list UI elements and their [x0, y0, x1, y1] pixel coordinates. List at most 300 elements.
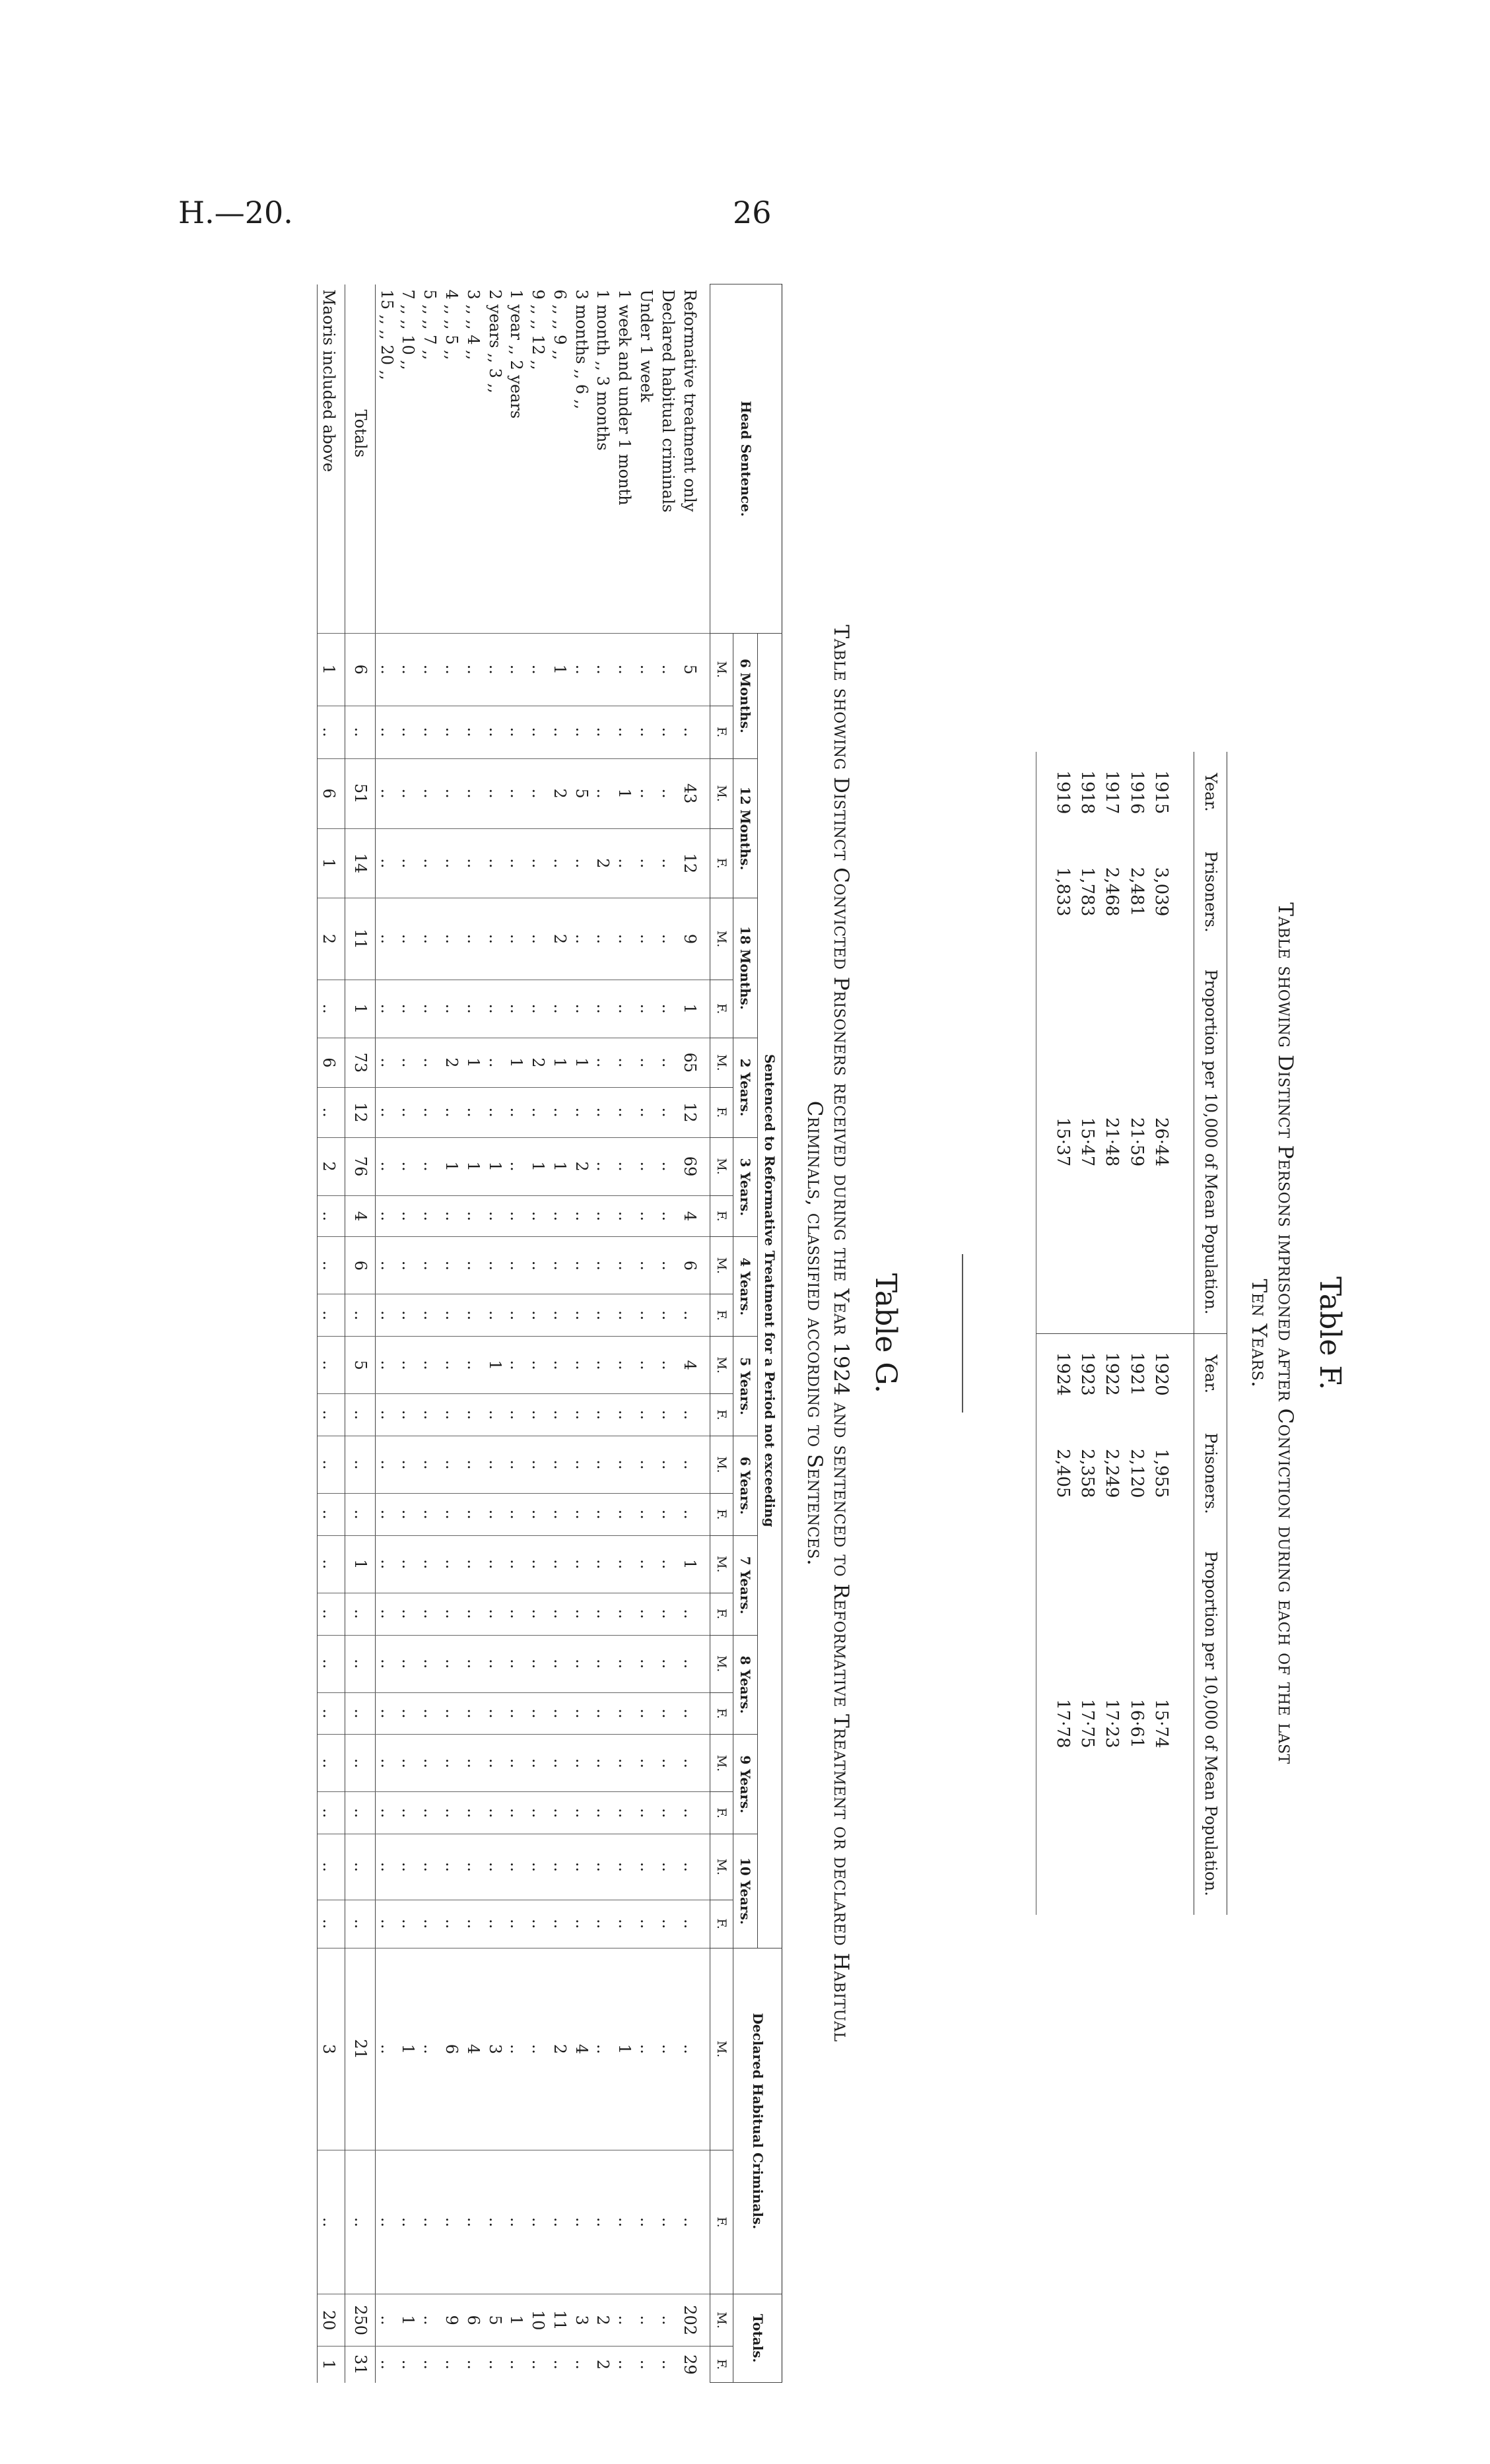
table-g-cell: .. — [375, 1394, 397, 1436]
table-g-cell: .. — [549, 1195, 570, 1237]
table-g-cell: 2 — [549, 1948, 570, 2150]
table-g-cell: .. — [397, 634, 419, 706]
table-f-header: Prisoners. — [1194, 832, 1227, 950]
table-g-cell: .. — [440, 1692, 462, 1735]
table-f-cell: 3,039 — [1151, 867, 1171, 917]
table-f-row — [1124, 752, 1148, 1914]
table-g-cell: .. — [614, 1237, 636, 1294]
female-header: F. — [710, 1900, 733, 1948]
row-label: 6 ,, ,, 9 ,, — [550, 289, 569, 360]
table-g-cell: .. — [614, 1038, 636, 1087]
table-g-cell: .. — [592, 898, 614, 980]
table-g-cell: .. — [440, 1294, 462, 1337]
table-g-cell: .. — [484, 1038, 506, 1087]
table-g-cell: .. — [318, 1195, 345, 1237]
table-g-cell: .. — [397, 1038, 419, 1087]
table-g-cell: .. — [462, 1493, 484, 1535]
table-g-cell: .. — [419, 706, 440, 758]
table-g-cell: .. — [375, 1137, 397, 1195]
table-g-cell: .. — [549, 1493, 570, 1535]
table-g-cell: .. — [635, 1195, 657, 1237]
table-f — [1036, 752, 1227, 1914]
table-g-cell: .. — [375, 1735, 397, 1792]
table-g-cell: .. — [318, 1635, 345, 1692]
table-g-cell: .. — [484, 2347, 506, 2383]
table-g-cell: 2 — [592, 2294, 614, 2347]
table-g-cell: .. — [375, 1088, 397, 1137]
table-g-cell: .. — [419, 1137, 440, 1195]
female-header: F. — [710, 1493, 733, 1535]
row-label: Totals — [345, 284, 375, 634]
table-g-cell: .. — [657, 1436, 679, 1493]
table-g-cell: 31 — [345, 2347, 375, 2383]
table-g-row — [440, 284, 462, 2383]
table-g-cell: .. — [375, 1337, 397, 1394]
table-g-cell: .. — [635, 980, 657, 1038]
table-f-cell: 16·61 — [1126, 1699, 1147, 1748]
table-g-cell: .. — [375, 634, 397, 706]
table-g-cell: 9 — [440, 2294, 462, 2347]
table-g-cell: .. — [375, 1237, 397, 1294]
table-g-cell: .. — [635, 1535, 657, 1593]
table-g-cell: .. — [592, 1088, 614, 1137]
table-g-cell: 2 — [570, 1137, 592, 1195]
table-g-cell: .. — [397, 1088, 419, 1137]
table-g-cell: .. — [614, 1195, 636, 1237]
table-f-title: Table F. — [1313, 1276, 1347, 1391]
table-g-cell: .. — [419, 1195, 440, 1237]
table-g-body — [318, 284, 710, 2383]
table-g-cell: .. — [549, 1593, 570, 1635]
table-g-cell: .. — [419, 1900, 440, 1948]
table-g-cell: .. — [570, 898, 592, 980]
table-g-cell: .. — [614, 1735, 636, 1792]
table-g-cell: .. — [614, 1493, 636, 1535]
table-g-cell: .. — [419, 758, 440, 828]
table-g-cell: .. — [419, 1337, 440, 1394]
table-g-cell: .. — [592, 2150, 614, 2294]
male-header: M. — [710, 758, 733, 828]
table-g-cell: .. — [679, 1834, 710, 1900]
table-g-cell: .. — [484, 1834, 506, 1900]
table-g-cell: .. — [419, 1692, 440, 1735]
table-g-cell: 1 — [570, 1038, 592, 1087]
table-g-cell: .. — [345, 1834, 375, 1900]
table-g-row — [570, 284, 592, 2383]
table-g-cell: .. — [375, 1294, 397, 1337]
table-g-cell: .. — [318, 1593, 345, 1635]
table-g-cell: .. — [484, 758, 506, 828]
table-g-cell: .. — [375, 828, 397, 898]
male-header: M. — [710, 898, 733, 980]
table-g-cell: .. — [635, 1692, 657, 1735]
table-g-cell: .. — [657, 706, 679, 758]
table-g-cell: .. — [614, 980, 636, 1038]
table-g-cell: .. — [397, 758, 419, 828]
table-g-cell: .. — [484, 1493, 506, 1535]
male-header: M. — [710, 1237, 733, 1294]
table-f-cell: 21·59 — [1126, 1117, 1147, 1167]
table-g-cell: .. — [506, 1735, 527, 1792]
table-g-cell: .. — [592, 1692, 614, 1735]
table-g-cell: .. — [614, 898, 636, 980]
table-g-cell: 4 — [345, 1195, 375, 1237]
table-f-cell: 17·75 — [1077, 1699, 1098, 1748]
table-g-cell: 1 — [527, 1137, 549, 1195]
row-label: 4 ,, ,, 5 ,, — [442, 289, 461, 360]
table-g-cell: .. — [570, 634, 592, 706]
table-g-cell: 2 — [592, 828, 614, 898]
table-g-cell: .. — [462, 1834, 484, 1900]
table-g-cell: 1 — [318, 2347, 345, 2383]
table-g-cell: .. — [657, 898, 679, 980]
female-header: F. — [710, 2150, 733, 2294]
table-g-cell: 1 — [614, 1948, 636, 2150]
row-label: 3 months ,, 6 ,, — [572, 289, 591, 410]
table-g-cell: .. — [527, 1792, 549, 1834]
period-header: 4 Years. — [733, 1237, 758, 1337]
table-g-cell: .. — [506, 1900, 527, 1948]
table-g-cell: .. — [592, 1237, 614, 1294]
table-g-cell: .. — [397, 828, 419, 898]
table-g-cell: .. — [345, 1493, 375, 1535]
table-g-row — [614, 284, 636, 2383]
row-label: Declared habitual criminals — [658, 289, 677, 513]
table-g-cell: 3 — [318, 1948, 345, 2150]
table-g-cell: 2 — [318, 1137, 345, 1195]
table-g-cell: .. — [506, 1535, 527, 1593]
table-g-cell: .. — [484, 1635, 506, 1692]
table-g-cell: .. — [635, 1735, 657, 1792]
table-g-cell: .. — [527, 1948, 549, 2150]
table-g-cell: .. — [657, 980, 679, 1038]
table-g-cell: .. — [592, 1394, 614, 1436]
table-g-cell: .. — [657, 2347, 679, 2383]
period-header: 9 Years. — [733, 1735, 758, 1834]
table-g-cell: .. — [345, 706, 375, 758]
table-g-cell: .. — [484, 1535, 506, 1593]
table-g-cell: .. — [484, 706, 506, 758]
table-g-cell: .. — [440, 1792, 462, 1834]
table-g-cell: .. — [527, 758, 549, 828]
table-g-cell: 2 — [440, 1038, 462, 1087]
period-header: 8 Years. — [733, 1635, 758, 1735]
table-f-header: Prisoners. — [1194, 1415, 1227, 1533]
table-g-cell: .. — [419, 634, 440, 706]
table-g-cell: .. — [570, 1593, 592, 1635]
table-g-cell: .. — [549, 980, 570, 1038]
table-g-cell: 14 — [345, 828, 375, 898]
table-g-cell: .. — [570, 1337, 592, 1394]
table-g-cell: .. — [570, 1237, 592, 1294]
table-g-cell: 4 — [679, 1337, 710, 1394]
table-g-cell: 1 — [397, 2294, 419, 2347]
male-header: M. — [710, 1948, 733, 2150]
table-f-cell: 1915 — [1151, 770, 1171, 815]
table-g-cell: .. — [635, 1294, 657, 1337]
table-g-cell: .. — [549, 1635, 570, 1692]
table-g-cell: 29 — [679, 2347, 710, 2383]
female-header: F. — [710, 980, 733, 1038]
table-g-cell: .. — [635, 1436, 657, 1493]
row-label: Reformative treatment only — [680, 289, 699, 512]
table-f-header: Proportion per 10,000 of Mean Population. — [1194, 1533, 1227, 1915]
table-g-cell: .. — [484, 2150, 506, 2294]
table-g-cell: .. — [484, 980, 506, 1038]
totals-header: Totals. — [733, 2294, 782, 2383]
table-g-cell: .. — [345, 1436, 375, 1493]
section-divider — [962, 1254, 963, 1413]
table-g-cell: 65 — [679, 1038, 710, 1087]
table-g-cell: .. — [506, 1394, 527, 1436]
table-g-cell: .. — [570, 1493, 592, 1535]
table-g-cell: .. — [592, 634, 614, 706]
table-g-cell: .. — [484, 1436, 506, 1493]
table-g-cell: .. — [527, 1088, 549, 1137]
table-g-cell: .. — [592, 1195, 614, 1237]
table-g-cell: .. — [318, 1493, 345, 1535]
table-g-cell: 1 — [318, 634, 345, 706]
table-g-cell: .. — [318, 1735, 345, 1792]
table-g-cell: .. — [549, 1237, 570, 1294]
table-g-cell: .. — [527, 1535, 549, 1593]
table-f-caption — [1246, 277, 1299, 2389]
table-g-cell: .. — [318, 1337, 345, 1394]
table-g-cell: .. — [657, 1535, 679, 1593]
table-g-cell: .. — [419, 898, 440, 980]
table-f-cell: 2,120 — [1126, 1449, 1147, 1498]
table-g-cell: 12 — [345, 1088, 375, 1137]
table-g-cell: .. — [635, 898, 657, 980]
table-g-cell: .. — [484, 1593, 506, 1635]
table-g-cell: 43 — [679, 758, 710, 828]
table-g-cell: .. — [614, 1834, 636, 1900]
table-g-cell: .. — [506, 1195, 527, 1237]
table-f-cell: 1920 — [1149, 1333, 1194, 1415]
table-g-cell: .. — [657, 2150, 679, 2294]
table-g-cell: .. — [462, 1792, 484, 1834]
table-g-cell: .. — [657, 1088, 679, 1137]
table-g-cell: .. — [592, 1535, 614, 1593]
table-g-cell: 6 — [345, 634, 375, 706]
table-g-cell: .. — [635, 1593, 657, 1635]
female-header: F. — [710, 1294, 733, 1337]
table-g-cell: .. — [462, 1088, 484, 1137]
table-f-cell: 1921 — [1124, 1333, 1148, 1415]
table-g-cell: .. — [506, 1792, 527, 1834]
table-g-cell: .. — [318, 980, 345, 1038]
table-g-cell: 1 — [549, 634, 570, 706]
table-g-cell: .. — [462, 634, 484, 706]
table-g-cell: .. — [527, 2347, 549, 2383]
table-g-row — [397, 284, 419, 2383]
table-g-cell: 1 — [679, 980, 710, 1038]
table-g-cell: 1 — [462, 1137, 484, 1195]
table-g-cell: 1 — [318, 828, 345, 898]
table-g-cell: .. — [592, 1834, 614, 1900]
table-g-cell: .. — [506, 634, 527, 706]
table-g-cell: .. — [375, 1900, 397, 1948]
table-g-cell: .. — [614, 1436, 636, 1493]
male-header: M. — [710, 2294, 733, 2347]
table-f-header: Year. — [1194, 1333, 1227, 1415]
table-g-cell: .. — [419, 1792, 440, 1834]
table-g-cell: .. — [318, 1237, 345, 1294]
table-g-cell: 12 — [679, 828, 710, 898]
table-g-cell: .. — [419, 1948, 440, 2150]
table-g-cell: .. — [440, 898, 462, 980]
table-g-cell: .. — [440, 634, 462, 706]
table-g-cell: .. — [397, 1294, 419, 1337]
table-g-cell: .. — [462, 2150, 484, 2294]
table-g-cell: .. — [570, 706, 592, 758]
table-g-cell: .. — [484, 1088, 506, 1137]
table-g-cell: .. — [318, 2150, 345, 2294]
table-g-cell: .. — [549, 706, 570, 758]
table-g-cell: .. — [419, 2347, 440, 2383]
table-g-cell: .. — [318, 1900, 345, 1948]
table-g-cell: .. — [679, 1792, 710, 1834]
table-g-cell: .. — [397, 2347, 419, 2383]
table-g-cell: .. — [614, 2294, 636, 2347]
table-f-body — [1036, 752, 1194, 1914]
row-label: 3 ,, ,, 4 ,, — [463, 289, 483, 360]
female-header: F. — [710, 1394, 733, 1436]
table-g-cell: .. — [527, 1394, 549, 1436]
male-header: M. — [710, 1436, 733, 1493]
table-g-cell: .. — [657, 1137, 679, 1195]
table-g-cell: .. — [419, 1237, 440, 1294]
table-g-cell: .. — [375, 1792, 397, 1834]
table-g-cell: .. — [506, 2347, 527, 2383]
table-g-cell: .. — [549, 1337, 570, 1394]
table-g-cell: .. — [506, 1237, 527, 1294]
table-g-cell: .. — [679, 2150, 710, 2294]
table-g-cell: .. — [462, 1593, 484, 1635]
table-g-cell: 11 — [549, 2294, 570, 2347]
table-f-header: Proportion per 10,000 of Mean Population. — [1194, 951, 1227, 1333]
table-g-cell: .. — [506, 1593, 527, 1635]
table-g-cell: .. — [657, 2294, 679, 2347]
table-g-row — [635, 284, 657, 2383]
table-f-header-row — [1194, 752, 1227, 1914]
row-label: 1 year ,, 2 years — [507, 289, 526, 419]
female-header: F. — [710, 1088, 733, 1137]
table-g-cell: .. — [345, 1900, 375, 1948]
table-g-cell: .. — [484, 1237, 506, 1294]
table-g-row — [592, 284, 614, 2383]
table-g-cell: 202 — [679, 2294, 710, 2347]
table-g-cell: 9 — [679, 898, 710, 980]
table-g-cell: 250 — [345, 2294, 375, 2347]
table-g-cell: .. — [527, 1900, 549, 1948]
table-g-cell: .. — [440, 1493, 462, 1535]
table-g-cell: .. — [318, 706, 345, 758]
table-f-cell: 1919 — [1036, 752, 1075, 832]
table-g-cell: .. — [679, 1436, 710, 1493]
table-g-cell: .. — [375, 1834, 397, 1900]
period-header: 2 Years. — [733, 1038, 758, 1137]
table-g-cell: .. — [506, 1088, 527, 1137]
table-g-cell: .. — [635, 2347, 657, 2383]
row-label: 2 years ,, 3 ,, — [485, 289, 504, 393]
table-g-cell: .. — [506, 758, 527, 828]
table-g-cell: .. — [657, 1394, 679, 1436]
table-g-cell: .. — [549, 1535, 570, 1593]
table-g-cell: .. — [419, 1436, 440, 1493]
table-g-cell: .. — [484, 1294, 506, 1337]
table-g-cell: .. — [375, 1635, 397, 1692]
table-g-cell: .. — [462, 1692, 484, 1735]
table-g-head — [710, 284, 782, 2383]
table-g-cell: 6 — [462, 2294, 484, 2347]
table-g-row — [679, 284, 710, 2383]
table-g-cell: .. — [440, 2150, 462, 2294]
table-g-cell: 12 — [679, 1088, 710, 1137]
table-g-cell: .. — [506, 1436, 527, 1493]
table-g-cell: .. — [657, 1294, 679, 1337]
table-g-cell: .. — [419, 1493, 440, 1535]
table-g-cell: .. — [549, 2347, 570, 2383]
table-g-cell: .. — [549, 1692, 570, 1735]
row-label: 1 week and under 1 month — [615, 289, 634, 506]
table-g-cell: 1 — [440, 1137, 462, 1195]
table-g-cell: 69 — [679, 1137, 710, 1195]
table-g-cell: .. — [635, 758, 657, 828]
table-g-cell: 1 — [679, 1535, 710, 1593]
table-g-cell: .. — [506, 1337, 527, 1394]
table-g-cell: .. — [462, 1195, 484, 1237]
table-g-cell: .. — [635, 1900, 657, 1948]
table-g-cell: .. — [527, 706, 549, 758]
table-g-cell: .. — [506, 706, 527, 758]
table-g-cell: .. — [527, 1834, 549, 1900]
table-g-cell: .. — [440, 1436, 462, 1493]
table-g-cell: .. — [462, 980, 484, 1038]
table-g-cell: .. — [527, 1195, 549, 1237]
table-g-cell: .. — [440, 1535, 462, 1593]
table-f-cell: 2,249 — [1102, 1449, 1122, 1498]
table-g-cell: .. — [345, 1294, 375, 1337]
table-g-cell: .. — [635, 1137, 657, 1195]
table-g-cell: .. — [318, 1535, 345, 1593]
table-g-cell: .. — [657, 1735, 679, 1792]
table-g-cell: .. — [506, 1493, 527, 1535]
table-g-cell: .. — [318, 1436, 345, 1493]
table-g-cell: .. — [657, 1834, 679, 1900]
table-g-cell: 4 — [570, 1948, 592, 2150]
table-g-header-row — [758, 284, 782, 2383]
table-f-row — [1075, 752, 1099, 1914]
table-g-cell: .. — [397, 1535, 419, 1593]
head-sentence-header: Head Sentence. — [710, 284, 782, 634]
table-g-cell: .. — [614, 1635, 636, 1692]
row-label: 9 ,, ,, 12 ,, — [529, 289, 548, 370]
table-g-cell: .. — [657, 1337, 679, 1394]
table-g-cell: .. — [506, 980, 527, 1038]
row-label: 5 ,, ,, 7 ,, — [421, 289, 440, 360]
table-g-cell: .. — [318, 1294, 345, 1337]
table-g-cell: .. — [506, 1137, 527, 1195]
table-g-cell: .. — [635, 1834, 657, 1900]
table-f-cell: 21·48 — [1102, 1117, 1122, 1167]
page-number: 26 — [733, 195, 772, 230]
table-g-cell: .. — [592, 1294, 614, 1337]
table-g-cell: .. — [614, 1337, 636, 1394]
table-g-cell: .. — [592, 1635, 614, 1692]
female-header: F. — [710, 706, 733, 758]
table-g-cell: 1 — [549, 1137, 570, 1195]
